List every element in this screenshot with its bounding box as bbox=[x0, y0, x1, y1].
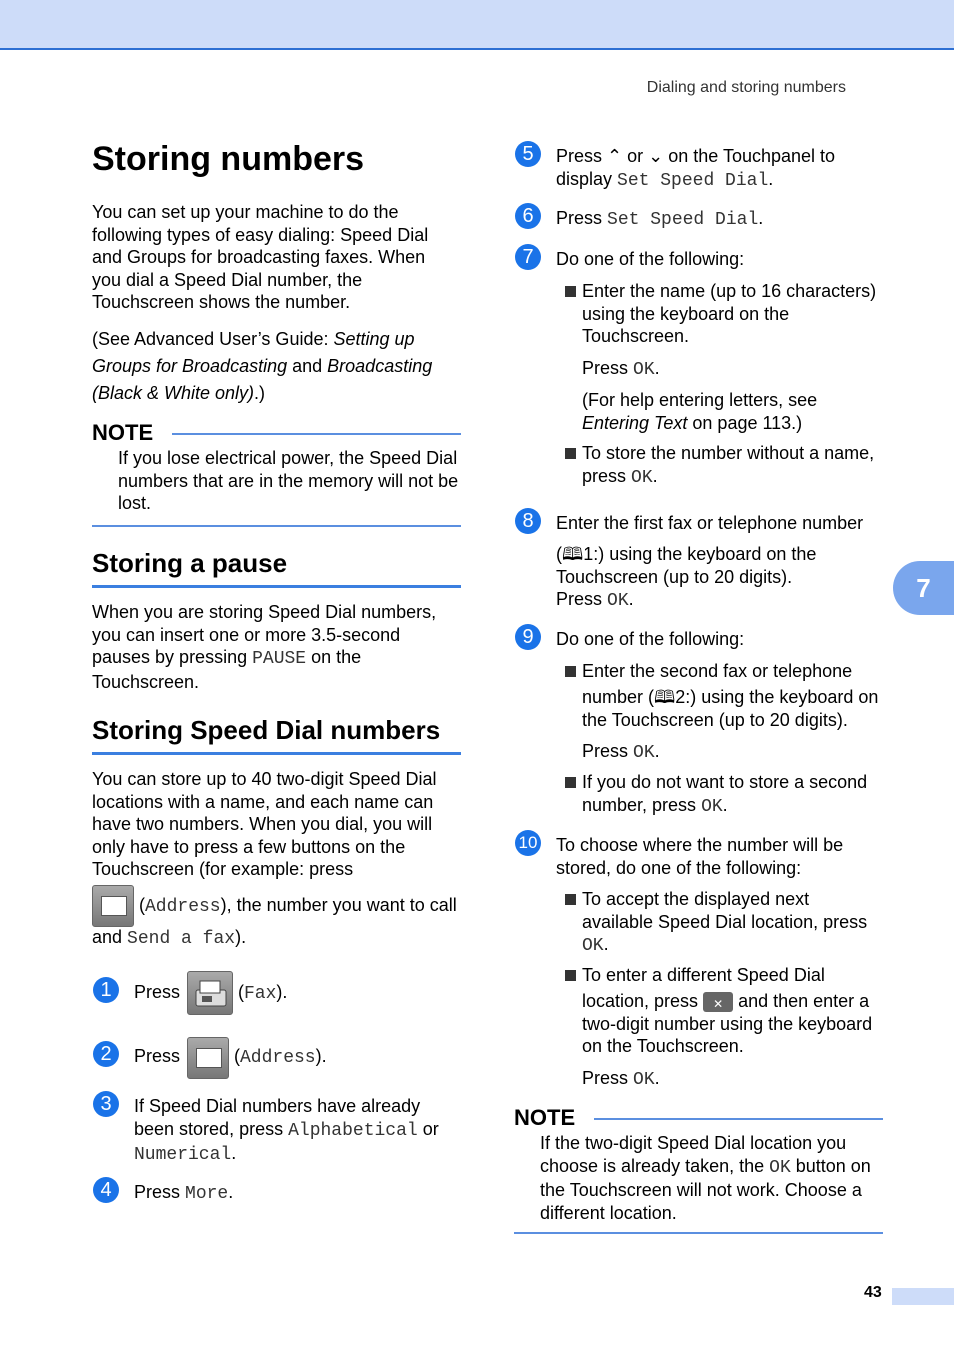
note-heading: NOTE bbox=[514, 1105, 576, 1130]
pause-paragraph: When you are storing Speed Dial numbers, you can insert one or more 3.5-second pauses by pressing PAUSE on the Touchscreen. bbox=[92, 602, 437, 692]
footer-bar bbox=[892, 1288, 954, 1305]
speed-dial-continued: (Address), the number you want to call bbox=[139, 895, 457, 917]
bullet-icon bbox=[565, 286, 576, 297]
bullet-text: To accept the displayed next available Speed Dial location, press OK. bbox=[582, 889, 868, 956]
bullet-text: Press OK. bbox=[582, 741, 660, 763]
step-number: 4 bbox=[93, 1177, 119, 1203]
note-rule bbox=[172, 433, 461, 435]
step-text: Enter the first fax or telephone number bbox=[556, 513, 864, 533]
address-book-icon bbox=[187, 1037, 229, 1079]
intro-reference: (See Advanced User’s Guide: Setting up Groups for Broadcasting and Broadcasting (Black & White only).) bbox=[92, 329, 433, 403]
step-number: 5 bbox=[515, 141, 541, 167]
section-title-speed-dial: Storing Speed Dial numbers bbox=[92, 715, 441, 745]
step-key: (Address). bbox=[234, 1046, 327, 1068]
step-number: 10 bbox=[515, 830, 541, 856]
note-bottom-rule bbox=[92, 525, 461, 527]
note-rule bbox=[594, 1118, 883, 1120]
section-rule bbox=[92, 752, 461, 755]
header-bar bbox=[0, 0, 954, 50]
bullet-icon bbox=[565, 970, 576, 981]
step-text: Press Set Speed Dial. bbox=[556, 208, 764, 230]
note-text: If you lose electrical power, the Speed Dial numbers that are in the memory will not be lost. bbox=[118, 448, 459, 513]
step-text: Do one of the following: bbox=[556, 249, 745, 269]
page-title: Storing numbers bbox=[92, 140, 365, 178]
bullet-icon bbox=[565, 894, 576, 905]
step-number: 9 bbox=[515, 624, 541, 650]
step-key: (Fax). bbox=[238, 982, 288, 1004]
step-text: To choose where the number will be stored, do one of the following: bbox=[556, 835, 844, 878]
book-icon: 🕮 bbox=[562, 544, 584, 564]
step-number: 1 bbox=[93, 977, 119, 1003]
running-head: Dialing and storing numbers bbox=[646, 79, 846, 96]
step-number: 8 bbox=[515, 508, 541, 534]
page-number: 43 bbox=[864, 1284, 882, 1301]
step-number: 2 bbox=[93, 1041, 119, 1067]
step-text: Do one of the following: bbox=[556, 629, 745, 649]
book-icon: 🕮 bbox=[654, 687, 676, 707]
bullet-text: location, press ✕ and then enter a two-digit number using the keyboard on the Touchscreen. bbox=[582, 990, 882, 1058]
step-number: 6 bbox=[515, 203, 541, 229]
address-book-icon bbox=[92, 885, 134, 927]
bullet-text: Press OK. bbox=[582, 1068, 660, 1090]
note-bottom-rule bbox=[514, 1232, 883, 1234]
step-text: If Speed Dial numbers have already been stored, press Alphabetical or Numerical. bbox=[134, 1096, 439, 1165]
step-text: Press bbox=[134, 982, 181, 1002]
up-arrow-icon: ⌃ bbox=[607, 146, 623, 166]
speed-dial-continued-2: and Send a fax). bbox=[92, 927, 247, 949]
down-arrow-icon: ⌄ bbox=[648, 146, 664, 166]
bullet-text: (For help entering letters, see Entering Text on page 113.) bbox=[582, 390, 818, 433]
bullet-icon bbox=[565, 448, 576, 459]
note-text: If the two-digit Speed Dial location you choose is already taken, the OK button on the Touchscreen will not work. Choose a different location. bbox=[540, 1133, 871, 1223]
bullet-icon bbox=[565, 777, 576, 788]
step-text: Press bbox=[134, 1046, 181, 1066]
step-text: (🕮1:) using the keyboard on the Touchscreen (up to 20 digits). Press OK. bbox=[556, 544, 817, 611]
delete-icon bbox=[703, 992, 733, 1012]
step-number: 3 bbox=[93, 1091, 119, 1117]
bullet-text: Enter the second fax or telephone bbox=[582, 661, 853, 681]
section-title-pause: Storing a pause bbox=[92, 548, 288, 578]
bullet-text: Enter the name (up to 16 characters) using the keyboard on the Touchscreen. bbox=[582, 281, 877, 346]
note-heading: NOTE bbox=[92, 420, 154, 445]
bullet-text: To store the number without a name, press OK. bbox=[582, 443, 875, 488]
bullet-icon bbox=[565, 666, 576, 677]
fax-icon bbox=[187, 971, 233, 1015]
bullet-text: number (🕮2:) using the keyboard on the Touchscreen (up to 20 digits). bbox=[582, 687, 879, 730]
bullet-text: If you do not want to store a second number, press OK. bbox=[582, 772, 868, 817]
step-text: Press More. bbox=[134, 1182, 234, 1204]
intro-paragraph: You can set up your machine to do the following types of easy dialing: Speed Dial and Groups for broadcasting faxes. When you dial a Speed Dial number, the Touchscreen shows the number. bbox=[92, 202, 429, 312]
section-rule bbox=[92, 585, 461, 588]
bullet-text: To enter a different Speed Dial bbox=[582, 965, 825, 985]
step-number: 7 bbox=[515, 244, 541, 270]
speed-dial-paragraph: You can store up to 40 two-digit Speed Dial locations with a name, and each name can have two numbers. When you dial, you will only have to press a few buttons on the Touchscreen (for example: press bbox=[92, 769, 437, 879]
chapter-tab: 7 bbox=[893, 561, 954, 615]
step-text: Press ⌃ or ⌄ on the Touchpanel to display Set Speed Dial. bbox=[556, 146, 836, 191]
bullet-text: Press OK. bbox=[582, 358, 660, 380]
